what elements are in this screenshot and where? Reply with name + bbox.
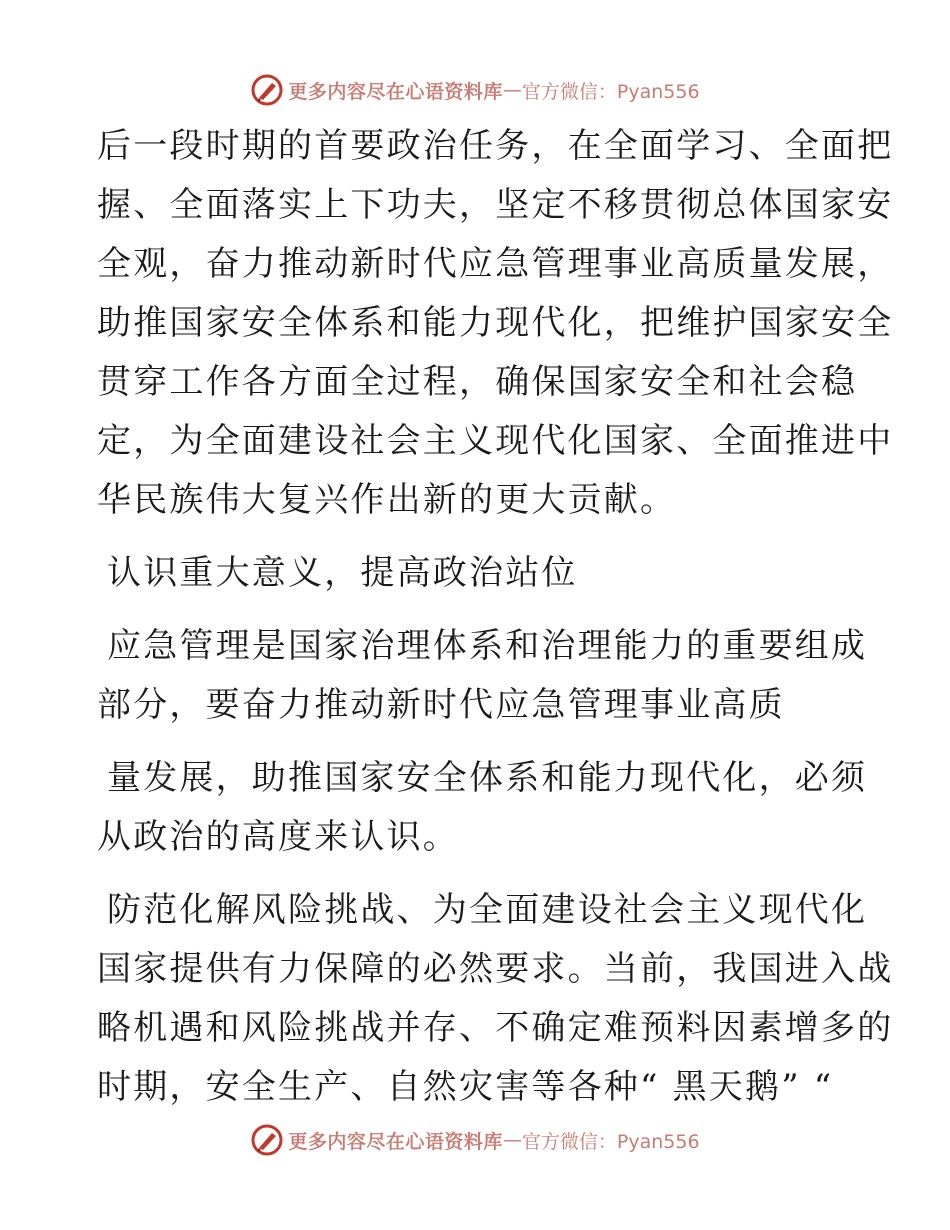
paragraph bbox=[97, 617, 868, 735]
header-watermark bbox=[0, 70, 950, 110]
text-line: 国家提供有力保障的必然要求。当前，我国进入战 bbox=[97, 949, 894, 989]
watermark-text: 更多内容尽在心语资料库 bbox=[288, 1130, 503, 1153]
text-line: 部分，要奋力推动新时代应急管理事业高质 bbox=[97, 685, 785, 725]
text-line: 助推国家安全体系和能力现代化，把维护国家安全 bbox=[97, 303, 894, 343]
watermark-wechat: 官方微信：Pyan556 bbox=[521, 80, 700, 103]
text-line: 贯穿工作各方面全过程，确保国家安全和社会稳 bbox=[97, 362, 858, 402]
paragraph bbox=[97, 749, 868, 867]
text-line: 华民族伟大复兴作出新的更大贡献。 bbox=[97, 480, 677, 520]
text-line: 量发展，助推国家安全体系和能力现代化，必须 bbox=[107, 758, 868, 798]
heading-line: 认识重大意义，提高政治站位 bbox=[107, 553, 578, 593]
text-line: 定，为全面建设社会主义现代化国家、全面推进中 bbox=[97, 421, 894, 461]
document-body bbox=[97, 117, 894, 1117]
pen-logo-icon bbox=[250, 1123, 284, 1157]
paragraph bbox=[97, 117, 894, 530]
watermark-separator: — bbox=[502, 1129, 522, 1151]
text-line: 全观，奋力推动新时代应急管理事业高质量发展， bbox=[97, 244, 894, 284]
text-line: 后一段时期的首要政治任务，在全面学习、全面把 bbox=[97, 126, 894, 166]
watermark-wechat: 官方微信：Pyan556 bbox=[521, 1130, 700, 1153]
paragraph bbox=[97, 881, 894, 1117]
text-line: 略机遇和风险挑战并存、不确定难预料因素增多的 bbox=[97, 1008, 894, 1048]
footer-watermark bbox=[0, 1120, 950, 1160]
watermark-text: 更多内容尽在心语资料库 bbox=[288, 80, 503, 103]
text-line: 防范化解风险挑战、为全面建设社会主义现代化 bbox=[107, 890, 868, 930]
text-line: 应急管理是国家治理体系和治理能力的重要组成 bbox=[107, 626, 868, 666]
section-heading bbox=[97, 544, 853, 603]
text-line: 握、全面落实上下功夫，坚定不移贯彻总体国家安 bbox=[97, 185, 894, 225]
text-line: 从政治的高度来认识。 bbox=[97, 817, 459, 857]
pen-logo-icon bbox=[250, 73, 284, 107]
watermark-separator: — bbox=[502, 79, 522, 101]
text-line: 时期，安全生产、自然灾害等各种“ 黑天鹅” “ bbox=[97, 1067, 834, 1107]
